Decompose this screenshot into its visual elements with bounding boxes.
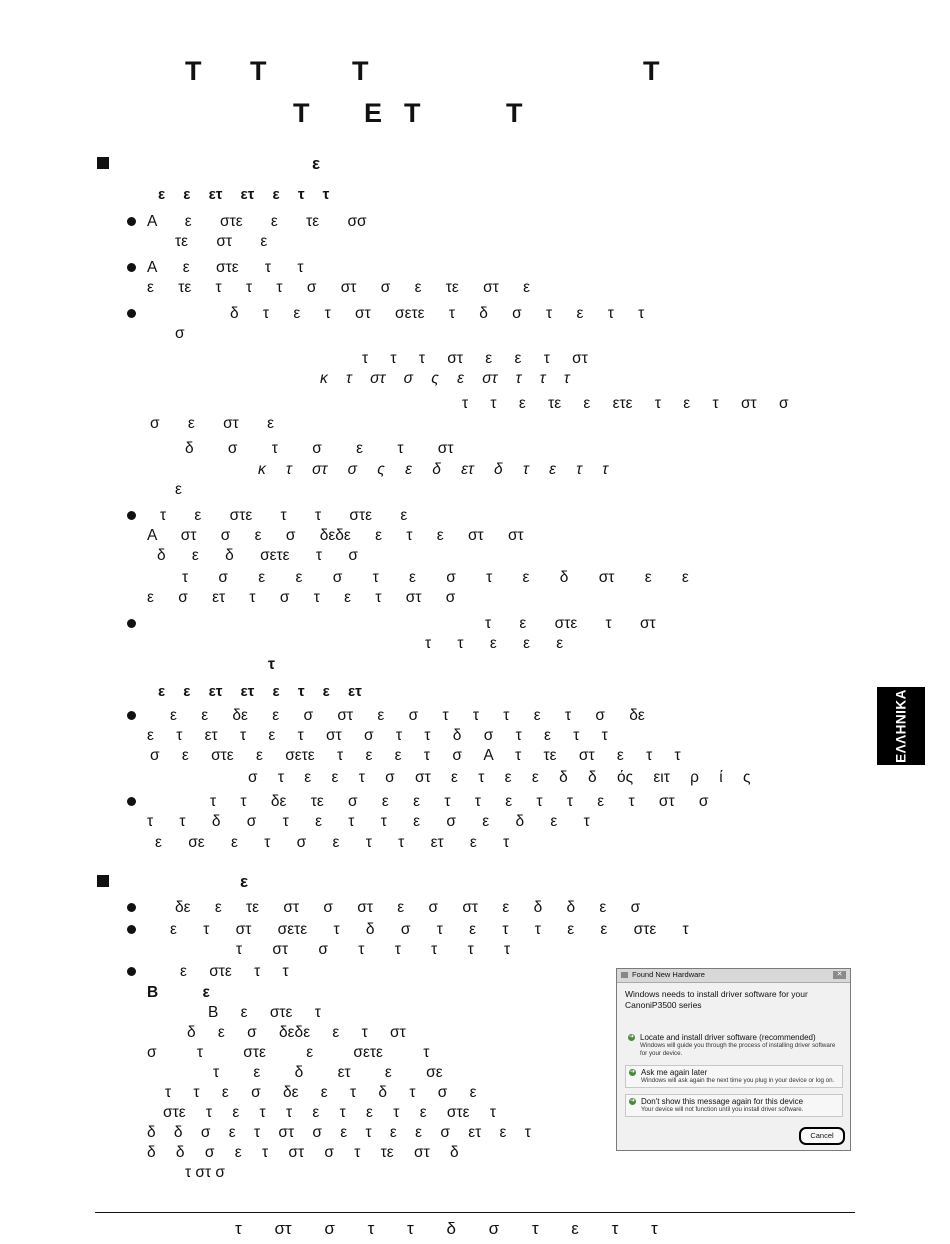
section-marker <box>97 875 109 887</box>
option-description: Windows will ask again the next time you plug in your device or log on. <box>641 1077 835 1084</box>
bullet <box>127 711 136 720</box>
title-glyph: Τ <box>506 98 524 128</box>
body-line: ε τε τ τ τ σ στ σ ε τε στ ε <box>147 279 531 296</box>
body-line: δε ε τε στ σ στ ε σ στ ε δ δ ε σ <box>175 899 641 916</box>
body-line: δ ε δ σετε τ σ <box>157 547 358 564</box>
body-line: δ δ σ ε τ στ σ ε τ ε ε σ ετ ε τ <box>147 1124 531 1141</box>
dialog-title: Found New Hardware <box>632 970 705 979</box>
body-line: τ <box>268 656 275 673</box>
body-line: ε τ στ σετε τ δ σ τ ε τ τ ε ε στε τ <box>170 921 689 938</box>
bullet <box>127 263 136 272</box>
section-marker <box>97 157 109 169</box>
title-glyph: Τ <box>643 56 661 86</box>
green-arrow-icon: ➜ <box>629 1069 636 1075</box>
found-new-hardware-dialog <box>616 968 851 1151</box>
body-line: σ τ ε ε τ σ στ ε τ ε ε δ δ ός ειτ ρ ί ς <box>248 769 751 786</box>
subheading: ε ε ετ ετ ε τ τ <box>158 186 330 203</box>
body-line: κ τ στ σ ς ε στ τ τ τ <box>320 370 570 387</box>
body-line: δ ε σ δεδε ε τ στ <box>187 1024 406 1041</box>
body-line: τ ε στε τ στ <box>485 615 656 632</box>
cancel-button[interactable]: Cancel <box>799 1127 845 1145</box>
title-glyph: Ε <box>364 98 384 128</box>
body-line: σ ε στ ε <box>150 415 274 432</box>
title-glyph: Τ <box>185 56 203 86</box>
bullet <box>127 925 136 934</box>
body-line: ε σε ε τ σ ε τ τ ετ ε τ <box>155 834 510 851</box>
body-line: ε τ ετ τ ε τ στ σ τ τ δ σ τ ε τ τ <box>147 727 608 744</box>
body-line: τ στ σ τ τ τ τ τ <box>236 941 511 958</box>
language-tab-label: ΕΛΛΗΝΙΚΑ <box>893 689 909 763</box>
body-line: τ σ ε ε σ τ ε σ τ ε δ στ ε ε <box>182 569 689 586</box>
bullet <box>127 309 136 318</box>
section-heading: ε <box>312 154 321 173</box>
option-ask-later[interactable] <box>625 1065 843 1088</box>
body-line: ε ε δε ε σ στ ε σ τ τ τ ε τ σ δε <box>170 707 645 724</box>
green-arrow-icon: ➜ <box>629 1098 636 1104</box>
bullet <box>127 217 136 226</box>
dialog-title-bar <box>617 969 850 983</box>
body-line: τ τ τ στ ε ε τ στ <box>362 350 588 367</box>
title-glyph: Τ <box>404 98 422 128</box>
bullet <box>127 903 136 912</box>
body-line: στε τ ε τ τ ε τ ε τ ε στε τ <box>163 1104 496 1121</box>
title-glyph: Τ <box>250 56 268 86</box>
green-arrow-icon: ➜ <box>628 1034 635 1040</box>
body-line: Β ε <box>147 984 210 1001</box>
body-line: Α ε στε τ τ <box>147 259 304 276</box>
option-main-label: Locate and install driver software (recommended) <box>640 1033 816 1042</box>
dialog-question: Windows needs to install driver software for your CanoniP3500 series <box>625 989 808 1010</box>
bullet <box>127 511 136 520</box>
hardware-icon <box>621 972 628 978</box>
bullet <box>127 967 136 976</box>
body-line: τ τ δε τε σ ε ε τ τ ε τ τ ε τ στ σ <box>210 793 709 810</box>
body-line: τ στ σ <box>185 1164 225 1181</box>
body-line: δ σ τ σ ε τ στ <box>185 440 454 457</box>
body-line: Α ε στε ε τε σσ <box>147 213 367 230</box>
body-line: τε στ ε <box>175 233 268 250</box>
subheading: ε ε ετ ετ ε τ ε ετ <box>158 683 362 700</box>
body-line: σ τ στε ε σετε τ <box>147 1044 430 1061</box>
body-line: Α στ σ ε σ δεδε ε τ ε στ στ <box>147 527 524 544</box>
body-line: τ ε δ ετ ε σε <box>213 1064 443 1081</box>
body-line: σ <box>175 325 185 342</box>
option-main-label: Don't show this message again for this device <box>641 1097 804 1106</box>
body-line: Β ε στε τ <box>208 1004 321 1021</box>
body-line: τ τ ε σ δε ε τ δ τ σ ε <box>165 1084 477 1101</box>
option-main-label: Ask me again later <box>641 1068 708 1077</box>
language-tab <box>877 687 925 765</box>
option-description: Your device will not function until you install driver software. <box>641 1106 804 1113</box>
body-line: δ τ ε τ στ σετε τ δ σ τ ε τ τ <box>230 305 645 322</box>
option-locate-install[interactable] <box>625 1031 843 1059</box>
footer-rule <box>95 1212 855 1213</box>
close-icon[interactable]: ✕ <box>833 971 846 979</box>
body-line: ε <box>175 481 182 498</box>
option-description: Windows will guide you through the process of installing driver software for your device. <box>640 1042 836 1057</box>
body-line: τ τ ε ε ε <box>425 635 564 652</box>
section-heading: ε <box>240 872 249 891</box>
body-line: ε σ ετ τ σ τ ε τ στ σ <box>147 589 456 606</box>
body-line: ε στε τ τ <box>180 963 289 980</box>
body-line: τ ε στε τ τ στε ε <box>160 507 408 524</box>
title-glyph: Τ <box>293 98 311 128</box>
body-line: τ τ δ σ τ ε τ τ ε σ ε δ ε τ <box>147 813 590 830</box>
body-line: τ τ ε τε ε ετε τ ε τ στ σ <box>462 395 789 412</box>
body-line: σ ε στε ε σετε τ ε ε τ σ Α τ τε στ ε τ τ <box>150 747 681 764</box>
body-line: κ τ στ σ ς ε δ ετ δ τ ε τ τ <box>258 461 609 478</box>
bullet <box>127 619 136 628</box>
option-dont-show[interactable] <box>625 1094 843 1117</box>
body-line: δ δ σ ε τ στ σ τ τε στ δ <box>147 1144 459 1161</box>
footer-text: τ στ σ τ τ δ σ τ ε τ τ <box>235 1219 658 1238</box>
title-glyph: Τ <box>352 56 370 86</box>
bullet <box>127 797 136 806</box>
